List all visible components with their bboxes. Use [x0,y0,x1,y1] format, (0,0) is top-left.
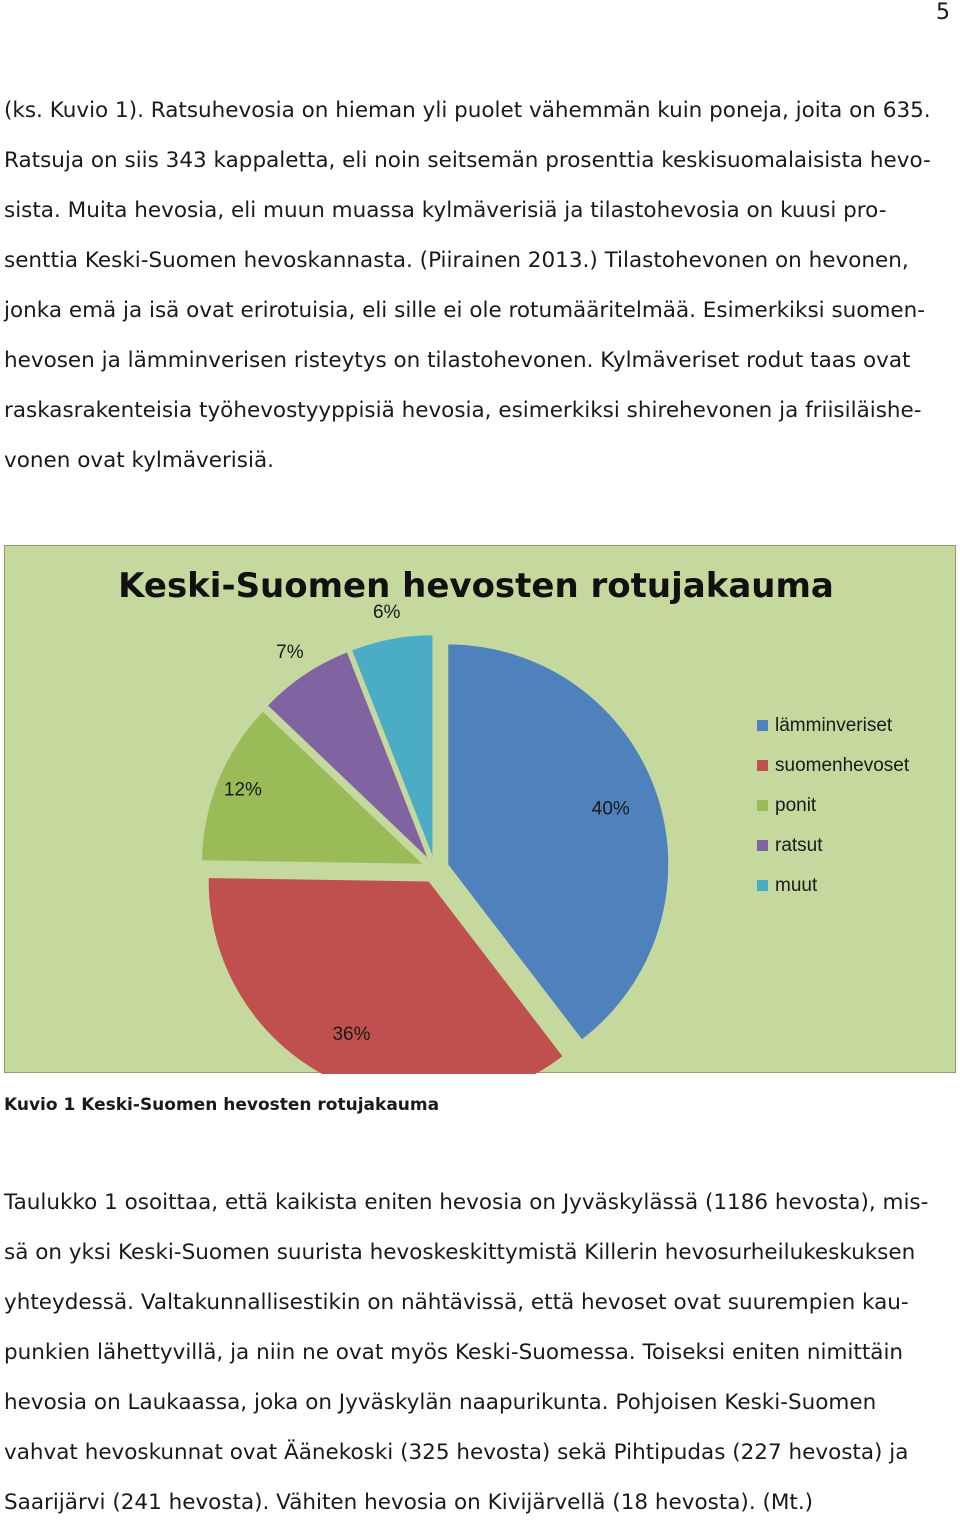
legend-label-lämminveriset: lämminveriset [775,715,893,737]
text-line: raskasrakenteisia työhevostyyppisiä hevosia, esimerkiksi shirehevonen ja friisiläishe- [4,398,922,423]
legend-label-muut: muut [775,875,818,897]
legend-swatch-lämminveriset [757,720,768,731]
data-label-ponit: 12% [223,779,262,801]
text-line: vahvat hevoskunnat ovat Äänekoski (325 hevosta) sekä Pihtipudas (227 hevosta) ja [4,1440,909,1465]
chart-title: Keski-Suomen hevosten rotujakauma [118,566,834,606]
legend-swatch-suomenhevoset [757,760,768,771]
text-line: sista. Muita hevosia, eli muun muassa kylmäverisiä ja tilastohevosia on kuusi pro- [4,198,887,223]
pie-chart [5,546,957,1074]
text-line: vonen ovat kylmäverisiä. [4,448,274,473]
text-line: sä on yksi Keski-Suomen suurista hevoskeskittymistä Killerin hevosurheilukeskuksen [4,1240,916,1265]
text-line: jonka emä ja isä ovat erirotuisia, eli sille ei ole rotumääritelmää. Esimerkiksi suomen- [4,298,925,323]
text-line: hevosen ja lämminverisen risteytys on tilastohevonen. Kylmäveriset rodut taas ovat [4,348,911,373]
data-label-ratsut: 7% [276,641,304,663]
legend-swatch-ponit [757,800,768,811]
page-number: 5 [936,0,950,25]
data-label-muut: 6% [372,602,401,624]
text-line: punkien lähettyvillä, ja niin ne ovat myös Keski-Suomessa. Toiseksi eniten nimittäin [4,1340,904,1365]
text-line: Ratsuja on siis 343 kappaletta, eli noin seitsemän prosenttia keskisuomalaisista hevo- [4,148,931,173]
text-line: hevosia on Laukaassa, joka on Jyväskylän naapurikunta. Pohjoisen Keski-Suomen [4,1390,877,1415]
legend-label-ratsut: ratsut [775,835,823,857]
legend-label-suomenhevoset: suomenhevoset [775,755,910,777]
data-label-suomenhevoset: 36% [332,1023,371,1045]
pie-chart-figure [4,545,956,1073]
data-label-lämminveriset: 40% [591,798,630,820]
text-line: yhteydessä. Valtakunnallisestikin on nähtävissä, että hevoset ovat suurempien kau- [4,1290,909,1315]
body-paragraph-1 [4,86,952,486]
text-line: Taulukko 1 osoittaa, että kaikista eniten hevosia on Jyväskylässä (1186 hevosta), mis- [4,1190,929,1215]
figure-caption: Kuvio 1 Keski-Suomen hevosten rotujakauma [4,1095,440,1115]
text-line: (ks. Kuvio 1). Ratsuhevosia on hieman yli puolet vähemmän kuin poneja, joita on 635. [4,98,931,123]
legend-swatch-muut [757,880,768,891]
legend-label-ponit: ponit [775,795,817,817]
body-paragraph-2 [4,1178,952,1528]
legend-swatch-ratsut [757,840,768,851]
text-line: senttia Keski-Suomen hevoskannasta. (Piirainen 2013.) Tilastohevonen on hevonen, [4,248,909,273]
text-line: Saarijärvi (241 hevosta). Vähiten hevosia on Kivijärvellä (18 hevosta). (Mt.) [4,1490,814,1515]
